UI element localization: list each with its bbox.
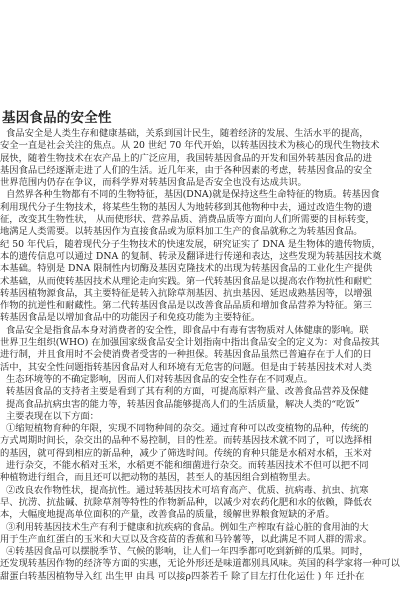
body-line: 纪 50 年代后，随着现代分子生物技术的快速发展，研究证实了 DNA 是生物体的遗传物质， bbox=[0, 238, 381, 250]
body-line: 主要表现在以下方面： bbox=[6, 410, 99, 422]
body-line: 活中，其安全性问题指转基因食品对人和环境有无危害的问题。但是由于转基因技术对人类 bbox=[0, 361, 372, 373]
body-line: 征，改变其生物性状， 从而使形状、营养品质、消费品质等方面向人们所需要的目标转变， bbox=[0, 214, 375, 226]
body-line: 生态环境等的不确定影响，因而人们对转基因食品的安全性存在不同观点。 bbox=[6, 373, 313, 385]
body-line: 进行制，并且食用时不会使消费者受害的一种担保。转基因食品虽然已普遍存在于人们的日 bbox=[0, 349, 372, 361]
body-line: ④转基因食品可以摆脱季节、气候的影响，让人们一年四季都可吃到新鲜的瓜果。同时， bbox=[6, 546, 369, 558]
body-line: ③利用转基因技术生产有利于健康和抗疾病的食品。例如生产榨取有益心脏的食用油的大 bbox=[6, 521, 369, 533]
body-line: 利用现代分子生物技术，将某些生物的基因人为地转移到其他物种中去，通过改造生物的遗 bbox=[0, 201, 372, 213]
body-line: 展快，随着生物技术在农产品上的广泛应用，我国转基因食品的开发和国外转基因食品的进 bbox=[0, 152, 372, 164]
body-line: ①缩短植物育种的年限，实现不同物种间的杂交。通过育种可以改变植物的品种，传统的 bbox=[6, 423, 369, 435]
body-line: 食品安全是指食品本身对消费者的安全性，即食品中有毒有害物质对人体健康的影响。联 bbox=[6, 324, 369, 336]
body-line: 方式周期时间长，杂交出的品种不易控制，目的性差。而转基因技术就不同了，可以选择相 bbox=[0, 435, 372, 447]
body-line: 食品安全是人类生存和健康基础，关系到国计民生，随着经济的发展、生活水平的提高， bbox=[6, 128, 369, 139]
body-line: 世界范围内仍存在争议，而科学界对转基因食品是否安全也没有达成共识。 bbox=[0, 177, 307, 189]
body-line: 种植物进行组合，而且还可以把动物的基因，甚至人的基因组合到植物里去。 bbox=[0, 472, 317, 484]
body-line: 本的遗传信息可以通过 DNA 的复制、转录及翻译进行传递和表达，这些发现为转基因技术奠 bbox=[0, 250, 382, 262]
body-line: 世界卫生组织(WHO) 在加强国家级食品安全计划指南中指出食品安全的定义为：对食品按其 bbox=[0, 337, 380, 349]
body-line: 安全一直是社会关注的焦点。从 20 世纪 70 年代开始，以转基因技术为核心的现代生物技术 bbox=[0, 140, 380, 152]
body-line: 自然界各种生物都有不同的生物特征，基因(DNA)就是保持这些生命特征的物质。转基因食 bbox=[6, 189, 380, 201]
body-line: 作物的抗逆性和耐藏性。第二代转基因食品是以改善食品品质和增加食品营养为特征。第三 bbox=[0, 300, 372, 312]
body-line: 用于生产血红蛋白的玉米和大豆以及含疫苗的香蕉和马铃薯等，以此满足不同人群的需求。 bbox=[0, 533, 372, 545]
body-line: 基因食品已经逐渐走进了人们的生活。近几年来，由于各种因素的考虑，转基因食品的安全 bbox=[0, 164, 372, 176]
article-body bbox=[0, 128, 400, 583]
body-line: 本，大幅度地提高单位面积的产量，改善食品的质量，缓解世界粮食短缺的矛盾。 bbox=[0, 509, 335, 521]
body-line: 转基因植物源食品，其主要特征是转入抗除草剂基因、抗虫基因、延迟成熟基因等，以增强 bbox=[0, 287, 372, 299]
body-line: 还发现转基因作物的经济等方面的实惠，无论外形还是味道都别具风味。英国的科学家将一种可以 bbox=[0, 558, 400, 570]
article-title: 基因食品的安全性 bbox=[2, 110, 112, 126]
body-line: 进行杂交，不能水稻对玉米，水稻更不能和细菌进行杂交。而转基因技术不但可以把不同 bbox=[6, 460, 369, 472]
body-line: 术基础，从而使转基因技术从理论走向实践。第一代转基因食品是以提高农作物抗性和耐贮 bbox=[0, 275, 372, 287]
body-line: 转基因食品的支持者主要是看到了其有利的方面，可提高原料产量、改善食品营养及保健 bbox=[6, 386, 369, 398]
body-line: 本基础。特别是 DNA 限制性内切酶及基因克隆技术的出现为转基因食品的工业化生产提供 bbox=[0, 263, 373, 275]
body-line: 地满足人类需要。以转基因作为直接食品或为原料加工生产的食品就称之为转基因食品。 bbox=[0, 226, 363, 238]
body-line: 的基因，就可得到相应的新品种，减少了筛选时间。传统的育种只能是水稻对水稻，玉米对 bbox=[0, 447, 372, 459]
body-line: 提高食品抗病虫害的能力等，转基因食品能够提高人们的生活质量，解决人类的“吃饭” bbox=[6, 398, 360, 410]
body-line: 转基因食品是以增加食品中的功能因子和免疫功能为主要特征。 bbox=[0, 312, 261, 324]
body-line: ②改良农作物性状，提高抗性。通过转基因技术可培育高产、优质、抗病毒、抗虫、抗寒 bbox=[6, 484, 369, 496]
body-line: 甜蛋白转基因植物导入红 出生甲 由具 可以接ρ四茶若千 除了目左打仕化运仕 ) 年 迁扑在 bbox=[0, 570, 365, 582]
body-line: 早、抗涝、抗盐碱、抗除草剂等特性的作物新品种，以减少对农药化肥和水的依赖，降低农 bbox=[0, 496, 372, 508]
